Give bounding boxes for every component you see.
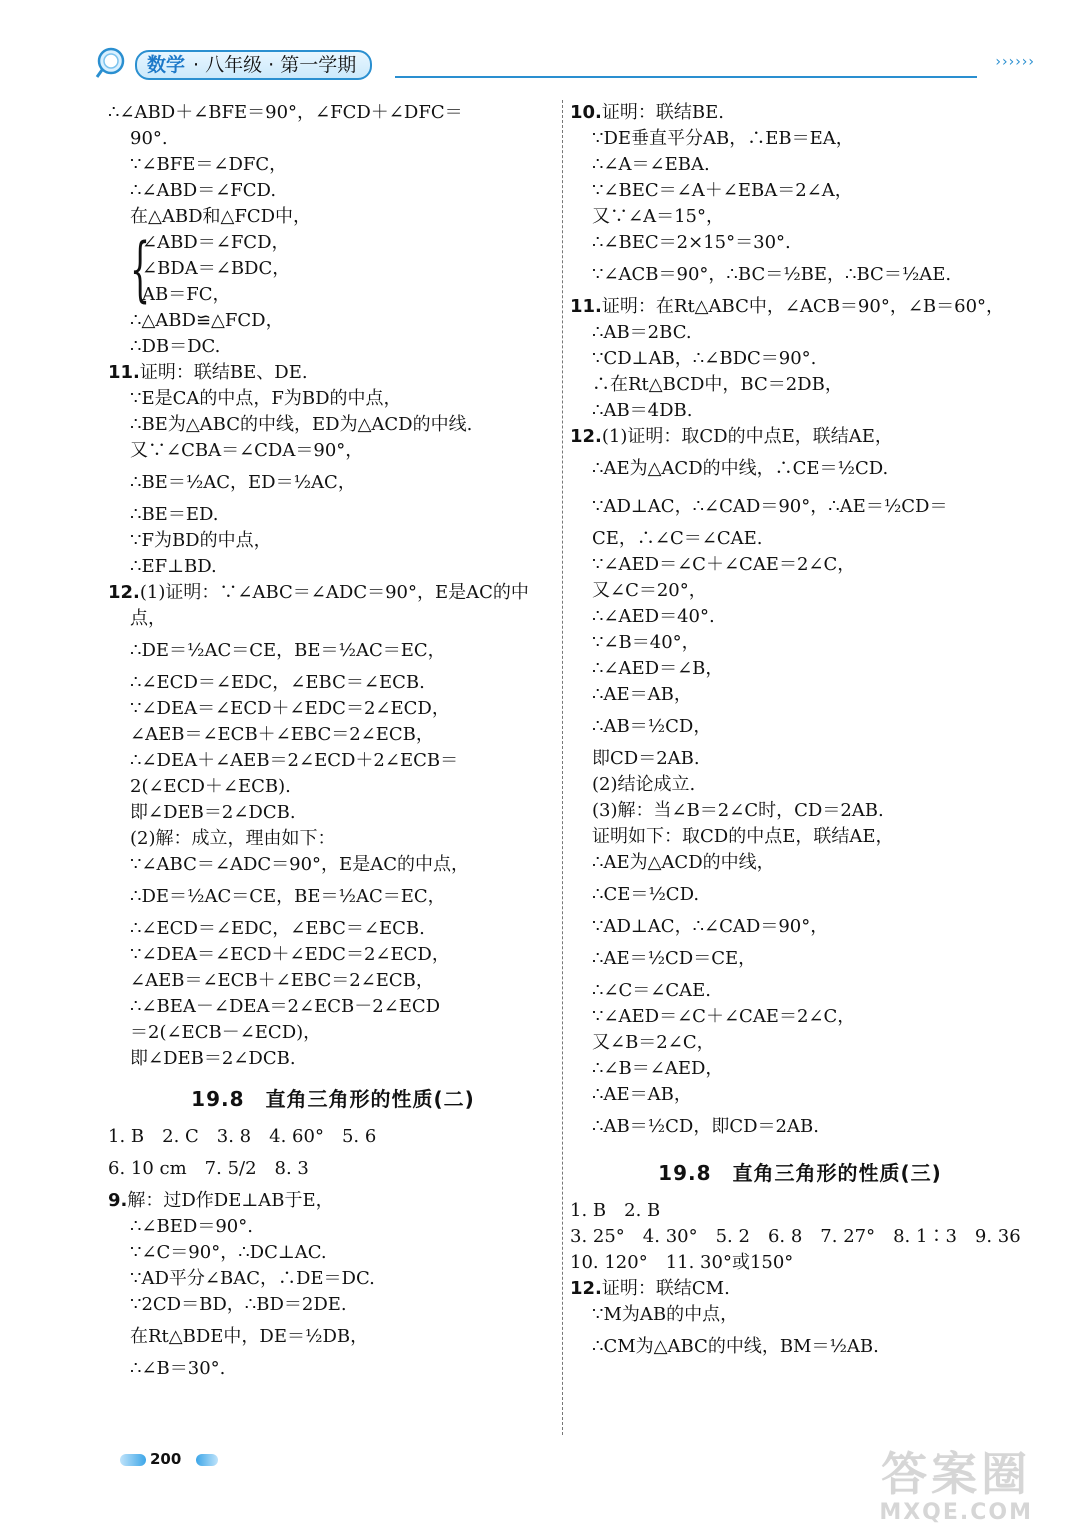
magnifier-logo-icon: [95, 46, 131, 80]
question-number: 9.: [108, 1190, 128, 1211]
text-line: ∴∠AED＝40°.: [592, 606, 715, 627]
text-line: ∴AB＝½CD，即CD＝2AB.: [592, 1116, 819, 1137]
header-title: [135, 50, 372, 80]
question-number: 10.: [570, 102, 602, 123]
answer-line: 10. 120° 11. 30°或150°: [570, 1252, 794, 1273]
text-line: 即∠DEB＝2∠DCB.: [130, 802, 296, 823]
text-line: ∵2CD＝BD，∴BD＝2DE.: [130, 1294, 347, 1315]
text-line: ∵F为BD的中点，: [130, 530, 272, 551]
question-11: [570, 294, 1030, 320]
question-number: 12.: [108, 582, 140, 603]
text-line: 2(∠ECD＋∠ECB).: [130, 776, 291, 797]
text-line: 即CD＝2AB.: [592, 748, 700, 769]
section-title: 19.8 直角三角形的性质(二): [191, 1087, 475, 1111]
question-12b: [570, 1276, 1030, 1302]
text-line: ∵∠DEA＝∠ECD＋∠EDC＝2∠ECD，: [130, 944, 450, 965]
text-line: ∵∠ACB＝90°，∴BC＝½BE，∴BC＝½AE.: [592, 264, 952, 285]
system-line: AB＝FC，: [142, 284, 231, 305]
answer-line: 3. 25° 4. 30° 5. 2 6. 8 7. 27° 8. 1∶3 9. 36: [570, 1226, 1021, 1247]
text-line: (2)结论成立.: [592, 774, 696, 795]
text-line: ∴∠DEA＋∠AEB＝2∠ECD＋2∠ECB＝: [130, 750, 459, 771]
text-line: ∵∠B＝40°，: [592, 632, 700, 653]
text-line: ∵∠BFE＝∠DFC，: [130, 154, 288, 175]
answer-line: 6. 10 cm 7. 5/2 8. 3: [108, 1158, 309, 1179]
question-number: 12.: [570, 426, 602, 447]
column-divider: [562, 100, 563, 1435]
text-line: ∴AB＝½CD，: [592, 716, 712, 737]
text-line: ∴∠ECD＝∠EDC，∠EBC＝∠ECB.: [130, 672, 425, 693]
text-line: ∴∠BEA－∠DEA＝2∠ECB－2∠ECD: [130, 996, 441, 1017]
text-line: ∴在Rt△BCD中，BC＝2DB，: [592, 374, 843, 395]
text-line: ∴BE为△ABC的中线，ED为△ACD的中线.: [130, 414, 473, 435]
text-line: 又∵∠CBA＝∠CDA＝90°，: [130, 440, 364, 461]
text-line: ∵AD平分∠BAC，∴DE＝DC.: [130, 1268, 375, 1289]
question-number: 11.: [570, 296, 602, 317]
text-line: 又∵∠A＝15°，: [592, 206, 724, 227]
page-header: [95, 46, 1035, 80]
text-line: 证明：联结CM.: [601, 1278, 730, 1299]
system-line: ∠ABD＝∠FCD，: [142, 232, 290, 253]
text-line: ∵∠ABC＝∠ADC＝90°，E是AC的中点，: [130, 854, 469, 875]
page-number: [120, 1448, 220, 1470]
text-line: 又∠C＝20°，: [592, 580, 707, 601]
system-line: ∠BDA＝∠BDC，: [142, 258, 291, 279]
question-number: 11.: [108, 362, 140, 383]
text-line: ∴AB＝4DB.: [592, 400, 693, 421]
text-line: 在△ABD和△FCD中，: [130, 206, 312, 227]
text-line: 即∠DEB＝2∠DCB.: [130, 1048, 296, 1069]
page-bar-left-icon: [120, 1454, 146, 1466]
question-11: [108, 360, 558, 386]
text-line: 又∠B＝2∠C，: [592, 1032, 715, 1053]
text-line: ∠AEB＝∠ECB＋∠EBC＝2∠ECB，: [130, 724, 434, 745]
watermark-url: MXQE.COM: [879, 1500, 1033, 1525]
left-brace-icon: {: [130, 228, 151, 310]
text-line: 证明：在Rt△ABC中，∠ACB＝90°，∠B＝60°，: [601, 296, 1005, 317]
text-line: ∴AB＝2BC.: [592, 322, 692, 343]
header-rule: [395, 76, 977, 78]
answer-line: 1. B 2. B: [570, 1200, 661, 1221]
section-title: 19.8 直角三角形的性质(三): [658, 1161, 942, 1185]
text-line: ∴AE＝½CD＝CE，: [592, 948, 757, 969]
text-line: ∴∠ABD＋∠BFE＝90°，∠FCD＋∠DFC＝: [108, 102, 463, 123]
text-line: CE，∴∠C＝∠CAE.: [592, 528, 763, 549]
text-line: ∴∠B＝30°.: [130, 1358, 226, 1379]
question-number: 12.: [570, 1278, 602, 1299]
text-line: ∴AE＝AB，: [592, 1084, 692, 1105]
text-line: ∴∠A＝∠EBA.: [592, 154, 710, 175]
text-line: (1)证明：取CD的中点E，联结AE，: [601, 426, 893, 447]
text-line: ∵∠AED＝∠C＋∠CAE＝2∠C，: [592, 554, 856, 575]
text-line: 证明：联结BE、DE.: [139, 362, 308, 383]
text-line: ∵DE垂直平分AB，∴EB＝EA，: [592, 128, 854, 149]
text-line: 90°.: [130, 128, 168, 149]
text-line: ＝2(∠ECB－∠ECD)，: [130, 1022, 322, 1043]
text-line: ∴∠B＝∠AED，: [592, 1058, 724, 1079]
text-line: (2)解：成立，理由如下：: [130, 828, 336, 849]
question-10: [570, 100, 1030, 126]
text-line: ∵E是CA的中点，F为BD的中点，: [130, 388, 402, 409]
text-line: ∴∠BEC＝2×15°＝30°.: [592, 232, 791, 253]
text-line: ∵CD⊥AB，∴∠BDC＝90°.: [592, 348, 817, 369]
question-12: [108, 580, 558, 606]
text-line: 证明如下：取CD的中点E，联结AE，: [592, 826, 894, 847]
page-bar-right-icon: [196, 1454, 218, 1466]
right-column: [570, 100, 1030, 1366]
text-line: ∵∠BEC＝∠A＋∠EBA＝2∠A，: [592, 180, 853, 201]
page-number-text: 200: [150, 1450, 182, 1468]
text-line: ∴BE＝ED.: [130, 504, 219, 525]
text-line: ∴∠ECD＝∠EDC，∠EBC＝∠ECB.: [130, 918, 425, 939]
header-arrows-icon: ››››››: [995, 54, 1035, 70]
text-line: ∴∠ABD＝∠FCD.: [130, 180, 277, 201]
header-grade: · 八年级 · 第一学期: [193, 54, 357, 76]
text-line: 点，: [130, 608, 166, 629]
equation-system: [108, 230, 558, 308]
text-line: ∴DB＝DC.: [130, 336, 221, 357]
text-line: ∴△ABD≌△FCD，: [130, 310, 284, 331]
text-line: ∴∠BED＝90°.: [130, 1216, 253, 1237]
header-subject: 数学: [147, 54, 186, 76]
text-line: 在Rt△BDE中，DE＝½DB，: [130, 1326, 369, 1347]
question-12: [570, 424, 1030, 450]
question-9: [108, 1188, 558, 1214]
text-line: ∵AD⊥AC，∴∠CAD＝90°，: [592, 916, 829, 937]
text-line: ∴AE为△ACD的中线，∴CE＝½CD.: [592, 458, 889, 479]
text-line: ∴CE＝½CD.: [592, 884, 700, 905]
text-line: ∴DE＝½AC＝CE，BE＝½AC＝EC，: [130, 886, 446, 907]
text-line: 证明：联结BE.: [601, 102, 724, 123]
text-line: ∵∠DEA＝∠ECD＋∠EDC＝2∠ECD，: [130, 698, 450, 719]
text-line: ∠AEB＝∠ECB＋∠EBC＝2∠ECB，: [130, 970, 434, 991]
text-line: ∵AD⊥AC，∴∠CAD＝90°，∴AE＝½CD＝: [592, 496, 948, 517]
text-line: (1)证明：∵∠ABC＝∠ADC＝90°，E是AC的中: [139, 582, 529, 603]
text-line: ∵M为AB的中点，: [592, 1304, 739, 1325]
left-column: [108, 100, 558, 1382]
text-line: ∴AE＝AB，: [592, 684, 692, 705]
text-line: ∴EF⊥BD.: [130, 556, 217, 577]
text-line: ∴∠AED＝∠B，: [592, 658, 724, 679]
text-line: 解：过D作DE⊥AB于E，: [127, 1190, 334, 1211]
text-line: ∴DE＝½AC＝CE，BE＝½AC＝EC，: [130, 640, 446, 661]
text-line: (3)解：当∠B＝2∠C时，CD＝2AB.: [592, 800, 884, 821]
answer-line: 1. B 2. C 3. 8 4. 60° 5. 6: [108, 1126, 377, 1147]
text-line: ∵∠C＝90°，∴DC⊥AC.: [130, 1242, 327, 1263]
watermark-logo-text: 答案圈: [881, 1447, 1032, 1501]
text-line: ∴CM为△ABC的中线，BM＝½AB.: [592, 1336, 879, 1357]
text-line: ∴∠C＝∠CAE.: [592, 980, 712, 1001]
text-line: ∴BE＝½AC，ED＝½AC，: [130, 472, 356, 493]
text-line: ∴AE为△ACD的中线，: [592, 852, 775, 873]
watermark: [879, 1448, 1033, 1525]
text-line: ∵∠AED＝∠C＋∠CAE＝2∠C，: [592, 1006, 856, 1027]
